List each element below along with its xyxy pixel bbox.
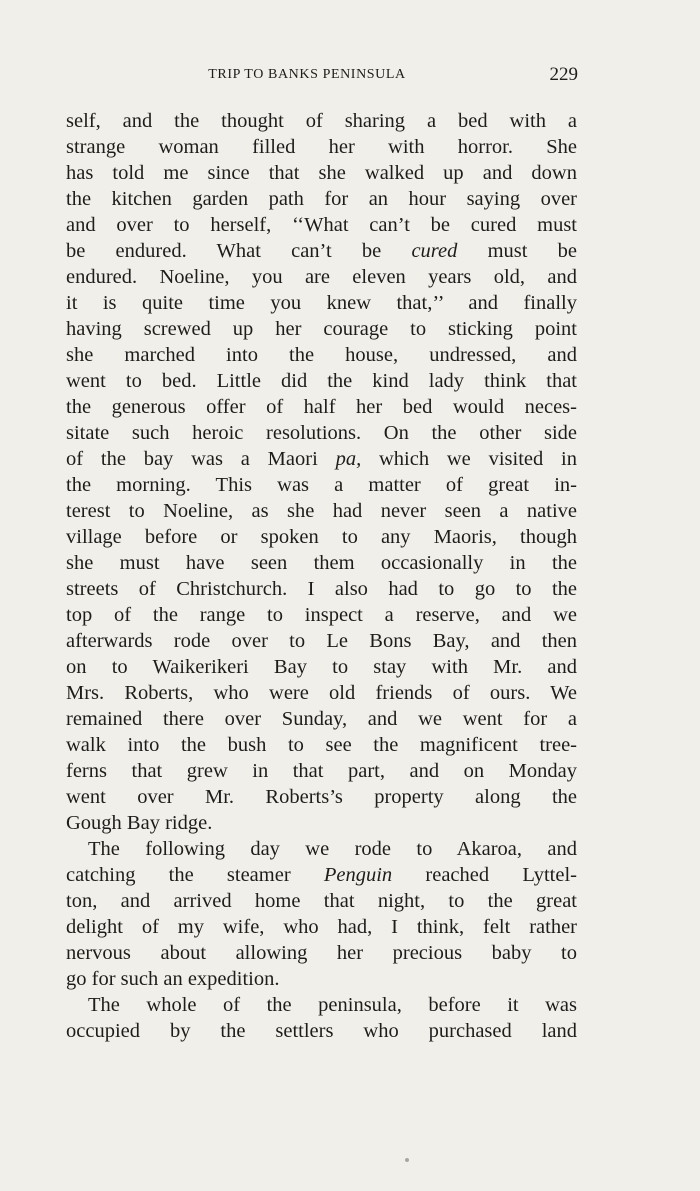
text-line: went to bed. Little did the kind lady think that xyxy=(66,370,577,392)
text-line: the morning. This was a matter of great in- xyxy=(66,474,577,496)
text-line: remained there over Sunday, and we went for a xyxy=(66,708,577,730)
text-line: top of the range to inspect a reserve, and we xyxy=(66,604,577,626)
text-line: The whole of the peninsula, before it was xyxy=(88,994,577,1016)
text-line: Mrs. Roberts, who were old friends of ours. We xyxy=(66,682,577,704)
italic-word: Penguin xyxy=(323,864,393,886)
text-line: having screwed up her courage to sticking point xyxy=(66,318,577,340)
italic-word: cured xyxy=(411,240,458,262)
text-line: she must have seen them occasionally in the xyxy=(66,552,577,574)
text-line xyxy=(66,862,577,888)
text-run: must be xyxy=(457,240,577,262)
text-line: endured. Noeline, you are eleven years old, and xyxy=(66,266,577,288)
paper-speck xyxy=(405,1158,409,1162)
text-run: be endured. What can’t be xyxy=(66,240,412,262)
page-number: 229 xyxy=(549,64,578,85)
body-text xyxy=(66,108,577,1044)
text-line: ton, and arrived home that night, to the great xyxy=(66,890,577,912)
text-line: go for such an expedition. xyxy=(66,968,280,990)
text-line xyxy=(66,238,577,264)
text-line: nervous about allowing her precious baby to xyxy=(66,942,577,964)
text-line: has told me since that she walked up and down xyxy=(66,162,577,184)
text-line: village before or spoken to any Maoris, though xyxy=(66,526,577,548)
italic-word: pa, xyxy=(335,448,362,470)
text-line: strange woman filled her with horror. She xyxy=(66,136,577,158)
text-line: ferns that grew in that part, and on Monday xyxy=(66,760,577,782)
text-line: the generous offer of half her bed would neces- xyxy=(66,396,577,418)
text-line: afterwards rode over to Le Bons Bay, and then xyxy=(66,630,577,652)
running-title: TRIP TO BANKS PENINSULA xyxy=(208,67,406,82)
running-head xyxy=(66,64,578,90)
text-line: it is quite time you knew that,’’ and finally xyxy=(66,292,577,314)
text-line: delight of my wife, who had, I think, felt rather xyxy=(66,916,577,938)
text-run: which we visited in xyxy=(361,448,577,470)
text-run: of the bay was a Maori xyxy=(66,448,336,470)
text-line: on to Waikerikeri Bay to stay with Mr. and xyxy=(66,656,577,678)
text-line: streets of Christchurch. I also had to go to the xyxy=(66,578,577,600)
text-line: Gough Bay ridge. xyxy=(66,812,213,834)
text-line: she marched into the house, undressed, and xyxy=(66,344,577,366)
text-line xyxy=(66,446,577,472)
text-run: catching the steamer xyxy=(66,864,324,886)
text-line: went over Mr. Roberts’s property along the xyxy=(66,786,577,808)
text-line: the kitchen garden path for an hour saying over xyxy=(66,188,577,210)
text-line: self, and the thought of sharing a bed with a xyxy=(66,110,577,132)
text-line: The following day we rode to Akaroa, and xyxy=(88,838,577,860)
text-line: occupied by the settlers who purchased land xyxy=(66,1020,577,1042)
text-run: reached Lyttel- xyxy=(392,864,577,886)
text-line: sitate such heroic resolutions. On the other side xyxy=(66,422,577,444)
text-line: walk into the bush to see the magnificent tree- xyxy=(66,734,577,756)
text-line: and over to herself, ‘‘What can’t be cured must xyxy=(66,214,577,236)
text-line: terest to Noeline, as she had never seen a native xyxy=(66,500,577,522)
